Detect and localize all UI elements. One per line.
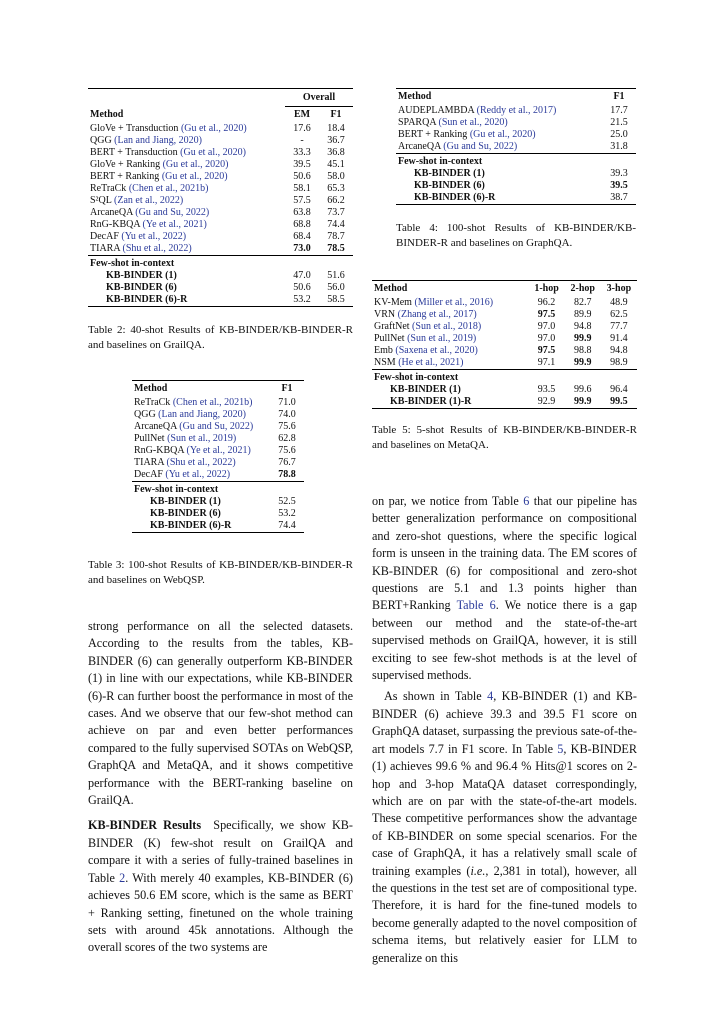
citation-link[interactable]: (Gu et al., 2020) (161, 171, 228, 182)
table-3 (132, 380, 304, 533)
right-paragraph-2-part-c: , KB-BINDER (1) achieves 99.6 % and 96.4 % Hits@1 scores on 2-hop and 3-hop MataQA dataset correspondingly, which are on par with the state-of-the-art models. These competitive performances show the advantage of KB-BINDER on some special scenarios. For the case of GraphQA, it has a relatively small scale of training examples ( (372, 741, 637, 878)
method-cell (372, 357, 528, 370)
score-cell: 99.5 (601, 396, 637, 409)
right-paragraph-2-part-d: , 2,381 in total), however, all the questions in the test set are of compositional type. Therefore, it is hard for the fine-tuned models to become generally adapted to the novel composition of schema items, but relatively easier for LLM to generalize on this (372, 863, 637, 965)
right-paragraph-1 (372, 493, 637, 684)
right-paragraph-1-part-b: that our pipeline has better generalization performance on compositional and zero-shot questions, where the specific logical form is unseen in the training data. The EM scores of KB-BINDER (6) for compositional and zero-shot questions are 5.1 and 1.3 points higher than BERT+Ranking (372, 494, 637, 613)
method-name: VRN (374, 309, 396, 320)
score-cell: 53.2 (285, 294, 319, 307)
method-cell (88, 183, 285, 195)
method-cell (88, 231, 285, 243)
citation-link[interactable]: (Gu and Su, 2022) (443, 141, 518, 152)
citation-link[interactable]: (Lan and Jiang, 2020) (158, 409, 246, 420)
citation-link[interactable]: (Gu et al., 2020) (180, 147, 246, 158)
table-4-caption: Table 4: 100-shot Results of KB-BINDER/KB-BINDER-R and baselines on GraphQA. (396, 222, 636, 249)
right-paragraph-2-part-a: As shown in Table (384, 689, 488, 704)
method-cell (396, 141, 602, 154)
method-name: ArcaneQA (134, 421, 177, 432)
citation-link[interactable]: (Yu et al., 2022) (165, 469, 231, 480)
citation-link[interactable]: (Shu et al., 2022) (122, 243, 192, 254)
table-6-reference-link-2[interactable]: Table 6 (456, 598, 496, 613)
method-name: BERT + Ranking (90, 171, 160, 182)
score-cell: 98.9 (610, 357, 628, 368)
citation-link[interactable]: (Zan et al., 2022) (114, 195, 184, 206)
score-cell: 21.5 (610, 117, 628, 128)
method-name: BERT + Transduction (90, 147, 178, 158)
method-name: KB-BINDER (1) (150, 496, 221, 507)
left-paragraph-2-part-a: Specifically, we show KB-BINDER (K) few-shot result on GrailQA and compare it with a series of fully-trained baselines in Table (88, 818, 353, 885)
score-cell: 92.9 (528, 396, 564, 409)
citation-link[interactable]: (Yu et al., 2022) (121, 231, 187, 242)
score-cell: 51.6 (327, 270, 345, 281)
method-name: S²QL (90, 195, 112, 206)
citation-link[interactable]: (Shu et al., 2022) (166, 457, 236, 468)
table-3-header-f1: F1 (270, 381, 304, 398)
score-cell: 75.6 (278, 421, 296, 432)
table-row (372, 345, 637, 357)
table-row (132, 433, 304, 445)
method-cell (88, 195, 285, 207)
method-cell (132, 457, 270, 469)
score-cell: 65.3 (327, 183, 345, 194)
method-name: GloVe + Transduction (90, 123, 179, 134)
method-name: KB-BINDER (1) (106, 270, 177, 281)
fewshot-row (88, 294, 353, 307)
right-paragraph-2-part-b: , KB-BINDER (1) and KB-BINDER (6) achieve 39.3 and 39.5 F1 score on GraphQA dataset, surpassing the previous sate-of-the-art models 7.7 in F1 score. In Table (372, 689, 637, 756)
score-cell: 50.6 (293, 171, 311, 182)
fewshot-row (88, 270, 353, 282)
method-cell (132, 397, 270, 409)
score-cell: 25.0 (610, 129, 628, 140)
table-5 (372, 280, 637, 453)
score-cell: 89.9 (573, 309, 592, 320)
method-name: KB-BINDER (6)-R (396, 192, 602, 205)
score-cell: 77.7 (610, 321, 628, 332)
method-cell (132, 421, 270, 433)
score-cell: 39.5 (293, 159, 311, 170)
table-row (132, 469, 304, 482)
score-cell: 98.8 (573, 345, 592, 356)
score-cell: 99.9 (573, 333, 592, 344)
method-name: KB-BINDER (6)-R (132, 520, 270, 533)
table-4-fewshot-label: Few-shot in-context (396, 154, 636, 169)
score-cell: 97.1 (537, 357, 556, 368)
table-row (88, 159, 353, 171)
method-name: SPARQA (398, 117, 436, 128)
table-5-header-2hop: 2-hop (565, 281, 601, 298)
citation-link[interactable]: (Sun et al., 2019) (167, 433, 237, 444)
table-row (396, 117, 636, 129)
table-2-reference-link[interactable]: 2 (119, 870, 126, 885)
fewshot-row (132, 496, 304, 508)
method-name: NSM (374, 357, 396, 368)
score-cell: 97.0 (537, 321, 556, 332)
score-cell: 75.6 (278, 445, 296, 456)
method-name: QGG (134, 409, 156, 420)
citation-link[interactable]: (Sun et al., 2019) (407, 333, 477, 344)
score-cell: 74.0 (278, 409, 296, 420)
citation-link[interactable]: (Zhang et al., 2017) (397, 309, 477, 320)
score-cell: 39.5 (610, 180, 628, 191)
method-name: QGG (90, 135, 112, 146)
score-cell: 71.0 (278, 397, 296, 408)
citation-link[interactable]: (Gu et al., 2020) (469, 129, 536, 140)
score-cell: 99.9 (573, 357, 592, 368)
score-cell: 58.1 (293, 183, 311, 194)
method-name: BERT + Ranking (398, 129, 468, 140)
left-paragraph-2-part-b: . With merely 40 examples, KB-BINDER (6) achieves 50.6 EM score, which is the same as BERT + Ranking setting, finetuned on the whole training sets with around 45k annotations. Although the overall scores of the two systems are (88, 870, 353, 955)
ie-abbreviation: i.e. (470, 863, 486, 878)
score-cell: 57.5 (293, 195, 311, 206)
method-cell (88, 243, 285, 256)
score-cell: 76.7 (278, 457, 296, 468)
score-cell: 52.5 (278, 496, 296, 507)
citation-link[interactable]: (Reddy et al., 2017) (476, 105, 557, 116)
score-cell: 96.4 (610, 384, 628, 395)
method-name: ReTraCk (134, 397, 171, 408)
score-cell: 82.7 (573, 297, 592, 308)
citation-link[interactable]: (Chen et al., 2021b) (172, 397, 253, 408)
score-cell: 17.6 (293, 123, 311, 134)
citation-link[interactable]: (Sun et al., 2018) (412, 321, 482, 332)
score-cell: 68.4 (293, 231, 311, 242)
citation-link[interactable]: (Gu and Su, 2022) (179, 421, 254, 432)
method-name: TIARA (90, 243, 120, 254)
citation-link[interactable]: (Gu et al., 2020) (162, 159, 229, 170)
method-name: KB-BINDER (6)-R (88, 294, 285, 307)
table-3-caption: Table 3: 100-shot Results of KB-BINDER/KB-BINDER-R and baselines on WebQSP. (88, 559, 353, 586)
method-cell (132, 433, 270, 445)
fewshot-row (396, 180, 636, 192)
score-cell: 48.9 (610, 297, 628, 308)
table-2-fewshot-label: Few-shot in-context (88, 256, 353, 271)
method-name: PullNet (134, 433, 165, 444)
score-cell: 63.8 (293, 207, 311, 218)
score-cell: 97.5 (537, 345, 556, 356)
method-name: KB-BINDER (6) (150, 508, 221, 519)
score-cell: 68.8 (293, 219, 311, 230)
left-column-text (88, 618, 353, 957)
table-row (132, 445, 304, 457)
method-name: DecAF (90, 231, 119, 242)
right-column-text (372, 493, 637, 967)
fewshot-row (132, 520, 304, 533)
score-cell: 66.2 (327, 195, 345, 206)
table-5-header-3hop: 3-hop (601, 281, 637, 298)
score-cell: 31.8 (610, 141, 628, 152)
score-cell: 53.2 (278, 508, 296, 519)
score-cell: 17.7 (610, 105, 628, 116)
table-row (88, 219, 353, 231)
table-2-header-em: EM (293, 109, 311, 120)
score-cell: 94.8 (573, 321, 592, 332)
method-cell (372, 345, 528, 357)
score-cell: 97.5 (537, 309, 556, 320)
table-row (88, 147, 353, 159)
right-paragraph-2 (372, 688, 637, 967)
table-5-header-1hop: 1-hop (528, 281, 564, 298)
citation-link[interactable]: (Gu and Su, 2022) (135, 207, 210, 218)
table-6-reference-link[interactable]: 6 (523, 494, 530, 508)
score-cell: 50.6 (293, 282, 311, 293)
method-cell (132, 445, 270, 457)
score-cell: - (300, 135, 304, 146)
table-2-header-method: Method (90, 108, 124, 120)
score-cell: 78.8 (278, 469, 296, 480)
table-row (396, 141, 636, 154)
table-row (132, 397, 304, 409)
table-row (132, 409, 304, 421)
citation-link[interactable]: (Gu et al., 2020) (180, 123, 247, 134)
method-name: ArcaneQA (90, 207, 133, 218)
citation-link[interactable]: (He et al., 2021) (398, 357, 464, 368)
citation-link[interactable]: (Chen et al., 2021b) (128, 183, 209, 194)
kb-binder-results-heading: KB-BINDER Results (88, 818, 202, 833)
method-name: PullNet (374, 333, 405, 344)
method-name: ArcaneQA (398, 141, 441, 152)
table-5-reference-link[interactable]: 5 (557, 741, 564, 756)
table-row (88, 135, 353, 147)
method-cell (132, 409, 270, 421)
score-cell: 36.7 (327, 135, 345, 146)
fewshot-row (132, 508, 304, 520)
score-cell: 78.7 (327, 231, 345, 242)
table-row (88, 243, 353, 256)
score-cell: 73.7 (327, 207, 345, 218)
score-cell: 33.3 (293, 147, 311, 158)
citation-link[interactable]: (Miller et al., 2016) (414, 297, 494, 308)
fewshot-row (372, 384, 637, 396)
method-cell (372, 321, 528, 333)
method-cell (396, 117, 602, 129)
score-cell: 99.6 (573, 384, 592, 395)
citation-link[interactable]: (Sun et al., 2020) (438, 117, 508, 128)
right-paragraph-1-part-a: on par, we notice from Table (372, 494, 524, 508)
fewshot-row (372, 396, 637, 409)
score-cell: 96.2 (537, 297, 556, 308)
table-row (88, 231, 353, 243)
left-paragraph-2 (88, 817, 353, 956)
method-cell (132, 469, 270, 482)
score-cell: 99.9 (565, 396, 601, 409)
table-4-header-f1: F1 (602, 89, 636, 106)
table-3-fewshot-label: Few-shot in-context (132, 482, 304, 497)
method-cell (88, 147, 285, 159)
score-cell: 78.5 (327, 243, 345, 254)
method-name: KB-BINDER (1)-R (372, 396, 528, 409)
method-cell (372, 309, 528, 321)
method-cell (88, 135, 285, 147)
method-cell (396, 105, 602, 117)
score-cell: 45.1 (327, 159, 345, 170)
score-cell: 39.3 (610, 168, 628, 179)
score-cell: 36.8 (327, 147, 345, 158)
method-name: RnG-KBQA (134, 445, 185, 456)
right-paragraph-1-part-c: . We notice there is a gap between our method and the state-of-the-art supervised methods on GrailQA, however, it is still exciting to see few-shot methods is at the level of supervised methods. (372, 598, 637, 683)
table-row (372, 297, 637, 309)
method-cell (372, 297, 528, 309)
method-name: TIARA (134, 457, 164, 468)
method-name: GraftNet (374, 321, 410, 332)
method-cell (372, 333, 528, 345)
score-cell: 73.0 (293, 243, 311, 254)
table-row (372, 357, 637, 370)
score-cell: 56.0 (327, 282, 345, 293)
table-row (88, 123, 353, 135)
table-5-fewshot-label: Few-shot in-context (372, 370, 637, 385)
score-cell: 58.5 (319, 294, 353, 307)
fewshot-row (396, 192, 636, 205)
table-row (372, 321, 637, 333)
citation-link[interactable]: (Ye et al., 2021) (186, 445, 251, 456)
table-row (88, 195, 353, 207)
method-cell (88, 171, 285, 183)
citation-link[interactable]: (Lan and Jiang, 2020) (114, 135, 202, 146)
method-cell (88, 159, 285, 171)
fewshot-row (88, 282, 353, 294)
table-5-header-method: Method (372, 281, 528, 298)
method-name: KB-BINDER (1) (414, 168, 485, 179)
method-cell (88, 123, 285, 135)
citation-link[interactable]: (Saxena et al., 2020) (395, 345, 478, 356)
method-cell (396, 129, 602, 141)
score-cell: 62.8 (278, 433, 296, 444)
score-cell: 58.0 (327, 171, 345, 182)
method-name: GloVe + Ranking (90, 159, 161, 170)
table-row (132, 457, 304, 469)
table-row (372, 309, 637, 321)
score-cell: 74.4 (327, 219, 345, 230)
table-4-reference-link[interactable]: 4 (487, 689, 494, 704)
table-5-caption: Table 5: 5-shot Results of KB-BINDER/KB-BINDER-R and baselines on MetaQA. (372, 424, 637, 451)
score-cell: 93.5 (537, 384, 556, 395)
table-row (372, 333, 637, 345)
score-cell: 62.5 (610, 309, 628, 320)
score-cell: 94.8 (610, 345, 628, 356)
method-name: Emb (374, 345, 393, 356)
score-cell: 91.4 (610, 333, 628, 344)
table-2-header-f1: F1 (330, 109, 342, 120)
table-2 (88, 88, 353, 353)
method-name: KB-BINDER (6) (414, 180, 485, 191)
table-4 (396, 88, 636, 251)
method-name: KB-BINDER (1) (390, 384, 461, 395)
method-name: KV-Mem (374, 297, 412, 308)
table-2-overall-label: Overall (285, 89, 353, 107)
method-cell (88, 219, 285, 231)
method-name: RnG-KBQA (90, 219, 141, 230)
method-cell (88, 207, 285, 219)
score-cell: 97.0 (537, 333, 556, 344)
left-paragraph-1: strong performance on all the selected datasets. According to the results from the tables, KB-BINDER (6) can generally outperform KB-BINDER (1) in line with our expectations, while KB-BINDER (6)-R can further boost the performance in most of the cases. And we observe that our few-shot method can achieve on par and even better performances compared to the fully supervised SOTAs on WebQSP, GraphQA and MetaQA, and it shows competitive performance with the BERT-ranking baseline on GrailQA. (88, 619, 353, 808)
table-row (132, 421, 304, 433)
table-row (88, 207, 353, 219)
table-row (88, 183, 353, 195)
table-row (88, 171, 353, 183)
score-cell: 38.7 (602, 192, 636, 205)
score-cell: 74.4 (270, 520, 304, 533)
score-cell: 47.0 (293, 270, 311, 281)
method-name: ReTraCk (90, 183, 127, 194)
method-name: DecAF (134, 469, 163, 480)
method-name: AUDEPLAMBDA (398, 105, 475, 116)
table-row (396, 129, 636, 141)
score-cell: 18.4 (327, 123, 345, 134)
table-4-header-method: Method (396, 89, 602, 106)
table-row (396, 105, 636, 117)
fewshot-row (396, 168, 636, 180)
method-name: KB-BINDER (6) (106, 282, 177, 293)
table-2-caption: Table 2: 40-shot Results of KB-BINDER/KB-BINDER-R and baselines on GrailQA. (88, 324, 353, 351)
citation-link[interactable]: (Ye et al., 2021) (142, 219, 207, 230)
table-3-header-method: Method (132, 381, 270, 398)
